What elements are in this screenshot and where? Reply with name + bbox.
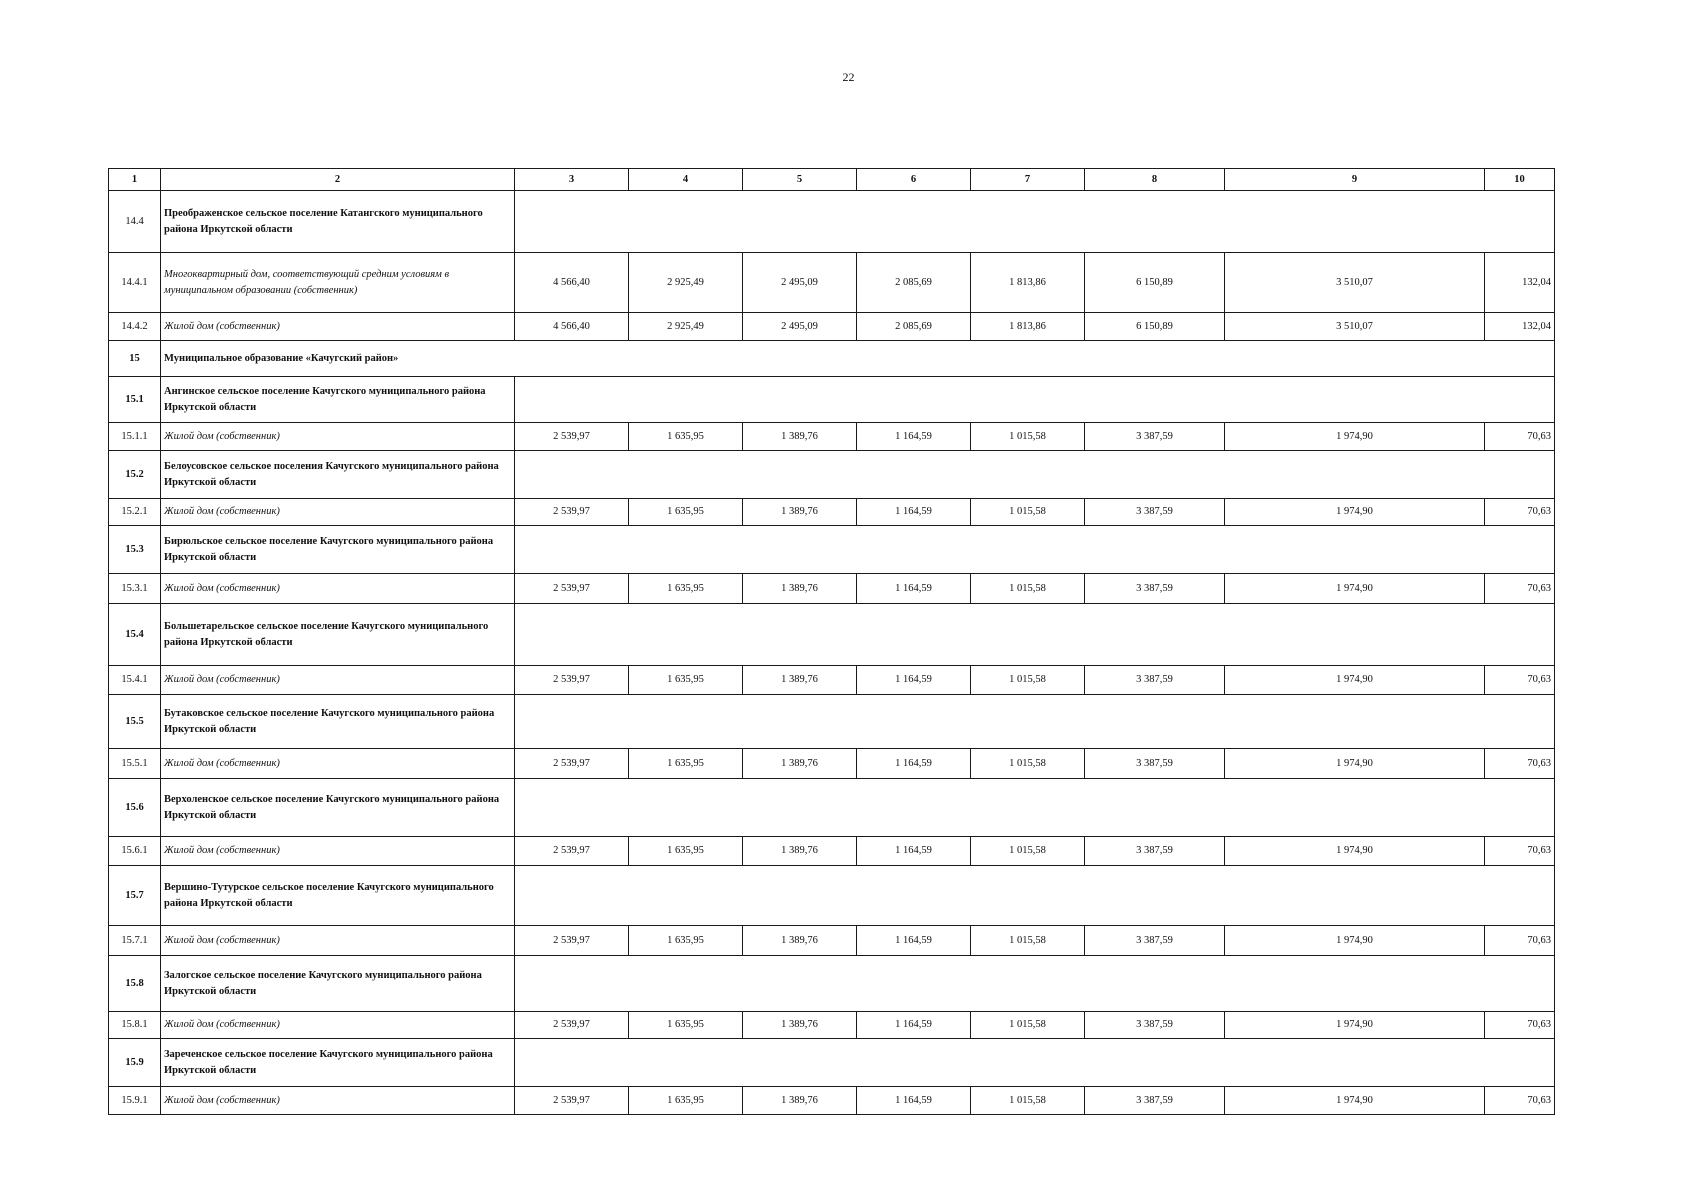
column-header: 8 [1085, 169, 1225, 191]
row-number: 15.8.1 [109, 1012, 161, 1039]
table-row [109, 313, 1555, 341]
row-number: 15.4.1 [109, 666, 161, 695]
cell-value: 70,63 [1485, 666, 1555, 695]
cell-value: 1 164,59 [857, 1087, 971, 1115]
cell-value: 1 164,59 [857, 837, 971, 866]
cell-value: 1 635,95 [629, 574, 743, 604]
cell-value: 1 974,90 [1225, 666, 1485, 695]
column-header: 5 [743, 169, 857, 191]
cell-value: 1 015,58 [971, 926, 1085, 956]
cell-value: 1 389,76 [743, 749, 857, 779]
cell-value: 1 389,76 [743, 574, 857, 604]
group-title: Преображенское сельское поселение Катангского муниципального района Иркутской области [161, 191, 515, 253]
column-header: 4 [629, 169, 743, 191]
group-row-filler [515, 526, 1555, 574]
row-number: 15.2 [109, 451, 161, 499]
cell-value: 3 387,59 [1085, 1012, 1225, 1039]
cell-value: 4 566,40 [515, 253, 629, 313]
row-name: Жилой дом (собственник) [161, 1012, 515, 1039]
cell-value: 1 015,58 [971, 749, 1085, 779]
cell-value: 70,63 [1485, 837, 1555, 866]
table-row [109, 423, 1555, 451]
column-header: 1 [109, 169, 161, 191]
cell-value: 1 974,90 [1225, 499, 1485, 526]
column-header: 7 [971, 169, 1085, 191]
cell-value: 2 539,97 [515, 1087, 629, 1115]
cell-value: 1 164,59 [857, 926, 971, 956]
table-row [109, 574, 1555, 604]
row-name: Жилой дом (собственник) [161, 499, 515, 526]
cell-value: 2 539,97 [515, 499, 629, 526]
table-row [109, 253, 1555, 313]
cell-value: 1 015,58 [971, 1087, 1085, 1115]
group-row [109, 191, 1555, 253]
group-title: Ангинское сельское поселение Качугского муниципального района Иркутской области [161, 377, 515, 423]
group-row-filler [515, 779, 1555, 837]
group-title: Бирюльское сельское поселение Качугского муниципального района Иркутской области [161, 526, 515, 574]
table-row [109, 1087, 1555, 1115]
row-number: 15.6 [109, 779, 161, 837]
cell-value: 1 635,95 [629, 499, 743, 526]
column-header: 2 [161, 169, 515, 191]
section-row [109, 341, 1555, 377]
cell-value: 1 164,59 [857, 749, 971, 779]
row-name: Жилой дом (собственник) [161, 926, 515, 956]
row-number: 14.4 [109, 191, 161, 253]
cell-value: 70,63 [1485, 1012, 1555, 1039]
row-number: 15.1 [109, 377, 161, 423]
table-row [109, 926, 1555, 956]
cell-value: 1 813,86 [971, 313, 1085, 341]
cell-value: 132,04 [1485, 253, 1555, 313]
row-name: Жилой дом (собственник) [161, 423, 515, 451]
cell-value: 2 539,97 [515, 749, 629, 779]
cell-value: 2 539,97 [515, 574, 629, 604]
group-row-filler [515, 956, 1555, 1012]
cell-value: 1 389,76 [743, 666, 857, 695]
row-number: 15.7 [109, 866, 161, 926]
group-title: Залогское сельское поселение Качугского муниципального района Иркутской области [161, 956, 515, 1012]
page-number: 22 [842, 70, 855, 84]
group-row-filler [515, 191, 1555, 253]
cell-value: 1 635,95 [629, 1012, 743, 1039]
cell-value: 1 974,90 [1225, 926, 1485, 956]
group-title: Верхоленское сельское поселение Качугского муниципального района Иркутской области [161, 779, 515, 837]
group-row-filler [515, 451, 1555, 499]
cell-value: 1 015,58 [971, 666, 1085, 695]
cell-value: 2 539,97 [515, 423, 629, 451]
cell-value: 1 635,95 [629, 926, 743, 956]
cell-value: 132,04 [1485, 313, 1555, 341]
cell-value: 1 015,58 [971, 423, 1085, 451]
column-header: 10 [1485, 169, 1555, 191]
row-number: 15.7.1 [109, 926, 161, 956]
cell-value: 1 974,90 [1225, 1087, 1485, 1115]
cell-value: 1 015,58 [971, 837, 1085, 866]
cell-value: 1 974,90 [1225, 837, 1485, 866]
group-row [109, 1039, 1555, 1087]
cell-value: 2 539,97 [515, 837, 629, 866]
row-name: Жилой дом (собственник) [161, 313, 515, 341]
row-name: Жилой дом (собственник) [161, 749, 515, 779]
row-number: 15.6.1 [109, 837, 161, 866]
cell-value: 3 387,59 [1085, 666, 1225, 695]
table-row [109, 837, 1555, 866]
row-number: 14.4.2 [109, 313, 161, 341]
cell-value: 70,63 [1485, 574, 1555, 604]
cell-value: 6 150,89 [1085, 313, 1225, 341]
row-number: 15.3 [109, 526, 161, 574]
row-number: 15.3.1 [109, 574, 161, 604]
cell-value: 2 925,49 [629, 313, 743, 341]
cell-value: 1 974,90 [1225, 1012, 1485, 1039]
row-number: 15.9.1 [109, 1087, 161, 1115]
cell-value: 1 164,59 [857, 499, 971, 526]
group-row [109, 866, 1555, 926]
row-number: 15.4 [109, 604, 161, 666]
group-title: Белоусовское сельское поселения Качугского муниципального района Иркутской области [161, 451, 515, 499]
group-title: Вершино-Тутурское сельское поселение Качугского муниципального района Иркутской области [161, 866, 515, 926]
cell-value: 3 387,59 [1085, 499, 1225, 526]
cell-value: 70,63 [1485, 1087, 1555, 1115]
group-row [109, 526, 1555, 574]
cell-value: 70,63 [1485, 423, 1555, 451]
cell-value: 1 164,59 [857, 1012, 971, 1039]
cell-value: 2 085,69 [857, 313, 971, 341]
cell-value: 4 566,40 [515, 313, 629, 341]
cell-value: 1 389,76 [743, 837, 857, 866]
column-header: 9 [1225, 169, 1485, 191]
cell-value: 2 925,49 [629, 253, 743, 313]
row-number: 15.9 [109, 1039, 161, 1087]
group-title: Зареченское сельское поселение Качугского муниципального района Иркутской области [161, 1039, 515, 1087]
row-number: 15.8 [109, 956, 161, 1012]
cell-value: 2 495,09 [743, 313, 857, 341]
row-name: Многоквартирный дом, соответствующий средним условиям в муниципальном образовании (собственник) [161, 253, 515, 313]
cell-value: 3 510,07 [1225, 253, 1485, 313]
cell-value: 3 387,59 [1085, 1087, 1225, 1115]
row-number: 15.5.1 [109, 749, 161, 779]
tariff-table [108, 168, 1555, 1115]
table-row [109, 499, 1555, 526]
cell-value: 1 164,59 [857, 666, 971, 695]
cell-value: 3 387,59 [1085, 749, 1225, 779]
row-number: 15.5 [109, 695, 161, 749]
row-name: Жилой дом (собственник) [161, 1087, 515, 1115]
cell-value: 2 085,69 [857, 253, 971, 313]
cell-value: 2 495,09 [743, 253, 857, 313]
cell-value: 1 164,59 [857, 423, 971, 451]
table-row [109, 1012, 1555, 1039]
row-number: 15.1.1 [109, 423, 161, 451]
cell-value: 1 389,76 [743, 499, 857, 526]
cell-value: 2 539,97 [515, 926, 629, 956]
cell-value: 70,63 [1485, 926, 1555, 956]
section-title: Муниципальное образование «Качугский район» [161, 341, 1555, 377]
cell-value: 1 974,90 [1225, 423, 1485, 451]
cell-value: 1 015,58 [971, 574, 1085, 604]
row-name: Жилой дом (собственник) [161, 574, 515, 604]
cell-value: 3 387,59 [1085, 926, 1225, 956]
cell-value: 1 389,76 [743, 1087, 857, 1115]
group-row-filler [515, 1039, 1555, 1087]
group-row-filler [515, 866, 1555, 926]
cell-value: 1 389,76 [743, 926, 857, 956]
header-row [109, 169, 1555, 191]
row-number: 15.2.1 [109, 499, 161, 526]
group-title: Бутаковское сельское поселение Качугского муниципального района Иркутской области [161, 695, 515, 749]
cell-value: 1 015,58 [971, 1012, 1085, 1039]
cell-value: 1 635,95 [629, 666, 743, 695]
group-row-filler [515, 604, 1555, 666]
table-row [109, 749, 1555, 779]
table-body [109, 169, 1555, 1115]
cell-value: 3 387,59 [1085, 574, 1225, 604]
group-row [109, 604, 1555, 666]
group-row [109, 695, 1555, 749]
cell-value: 3 387,59 [1085, 837, 1225, 866]
cell-value: 1 389,76 [743, 1012, 857, 1039]
row-name: Жилой дом (собственник) [161, 666, 515, 695]
cell-value: 3 510,07 [1225, 313, 1485, 341]
cell-value: 1 164,59 [857, 574, 971, 604]
group-title: Большетарельское сельское поселение Качугского муниципального района Иркутской области [161, 604, 515, 666]
table-row [109, 666, 1555, 695]
column-header: 3 [515, 169, 629, 191]
group-row [109, 451, 1555, 499]
group-row [109, 377, 1555, 423]
cell-value: 2 539,97 [515, 666, 629, 695]
cell-value: 1 635,95 [629, 423, 743, 451]
cell-value: 1 389,76 [743, 423, 857, 451]
group-row [109, 956, 1555, 1012]
group-row-filler [515, 377, 1555, 423]
cell-value: 1 974,90 [1225, 749, 1485, 779]
cell-value: 3 387,59 [1085, 423, 1225, 451]
cell-value: 1 635,95 [629, 749, 743, 779]
row-name: Жилой дом (собственник) [161, 837, 515, 866]
cell-value: 1 635,95 [629, 837, 743, 866]
cell-value: 1 813,86 [971, 253, 1085, 313]
cell-value: 70,63 [1485, 749, 1555, 779]
cell-value: 6 150,89 [1085, 253, 1225, 313]
cell-value: 70,63 [1485, 499, 1555, 526]
cell-value: 1 015,58 [971, 499, 1085, 526]
cell-value: 1 635,95 [629, 1087, 743, 1115]
row-number: 15 [109, 341, 161, 377]
column-header: 6 [857, 169, 971, 191]
cell-value: 2 539,97 [515, 1012, 629, 1039]
group-row [109, 779, 1555, 837]
group-row-filler [515, 695, 1555, 749]
row-number: 14.4.1 [109, 253, 161, 313]
cell-value: 1 974,90 [1225, 574, 1485, 604]
